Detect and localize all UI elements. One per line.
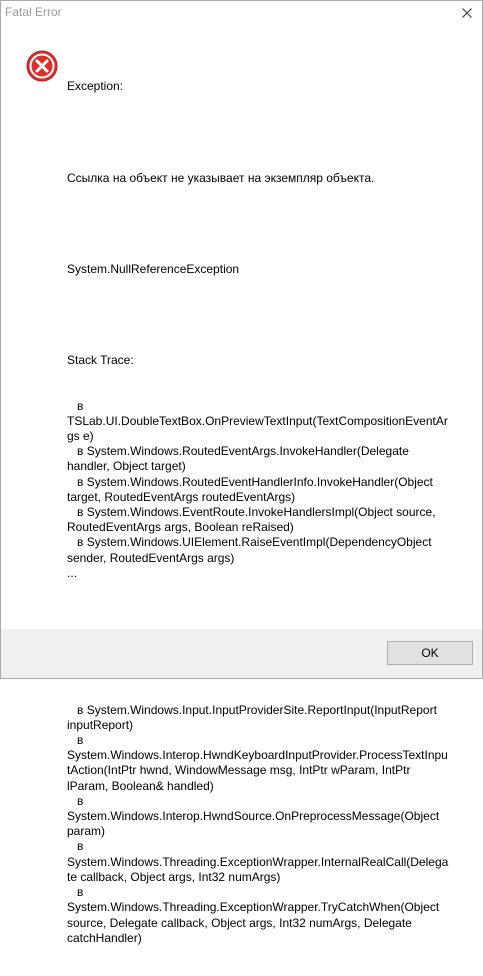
stack-trace-label: Stack Trace: — [67, 353, 134, 368]
title-bar[interactable] — [1, 1, 482, 25]
error-message — [67, 49, 451, 976]
message-description: Ссылка на объект не указывает на экземпляр объекта. — [67, 170, 375, 185]
dialog-content — [1, 25, 482, 945]
stack-trace-bottom: в System.Windows.Input.InputProviderSite.ReportInput(InputReport inputReport) в System.Windows.Interop.HwndKeyboardInputProvider.ProcessTextInputAction(IntPtr hwnd, WindowMessage msg, IntPtr wParam, IntPtr lParam, Boolean& handled) в System.Windows.Interop.HwndSource.OnPreprocessMessage(Object param) в System.Windows.Threading.ExceptionWrapper.InternalRealCall(Delegate callback, Object args, Int32 numArgs) в System.Windows.Threading.ExceptionWrapper.TryCatchWhen(Object source, Delegate callback, Object args, Int32 numArgs, Delegate catchHandler) — [67, 702, 449, 945]
close-button[interactable] — [452, 1, 482, 25]
message-heading: Exception: — [67, 79, 124, 94]
button-bar — [1, 629, 482, 678]
error-icon — [26, 50, 58, 82]
ok-button[interactable]: OK — [387, 641, 473, 665]
close-icon — [462, 8, 472, 18]
exception-type: System.NullReferenceException — [67, 261, 240, 276]
window-title: Fatal Error — [5, 5, 62, 19]
stack-trace-top: в TSLab.UI.DoubleTextBox.OnPreviewTextInput(TextCompositionEventArgs e) в System.Windows.RoutedEventArgs.InvokeHandler(Delegate handler, Object target) в System.Windows.RoutedEventHandlerInfo.InvokeHandler(Object target, RoutedEventArgs routedEventArgs) в System.Windows.EventRoute.InvokeHandlersImpl(Object source, RoutedEventArgs args, Boolean reRaised) в System.Windows.UIElement.RaiseEventImpl(DependencyObject sender, RoutedEventArgs args) ... — [67, 398, 448, 580]
